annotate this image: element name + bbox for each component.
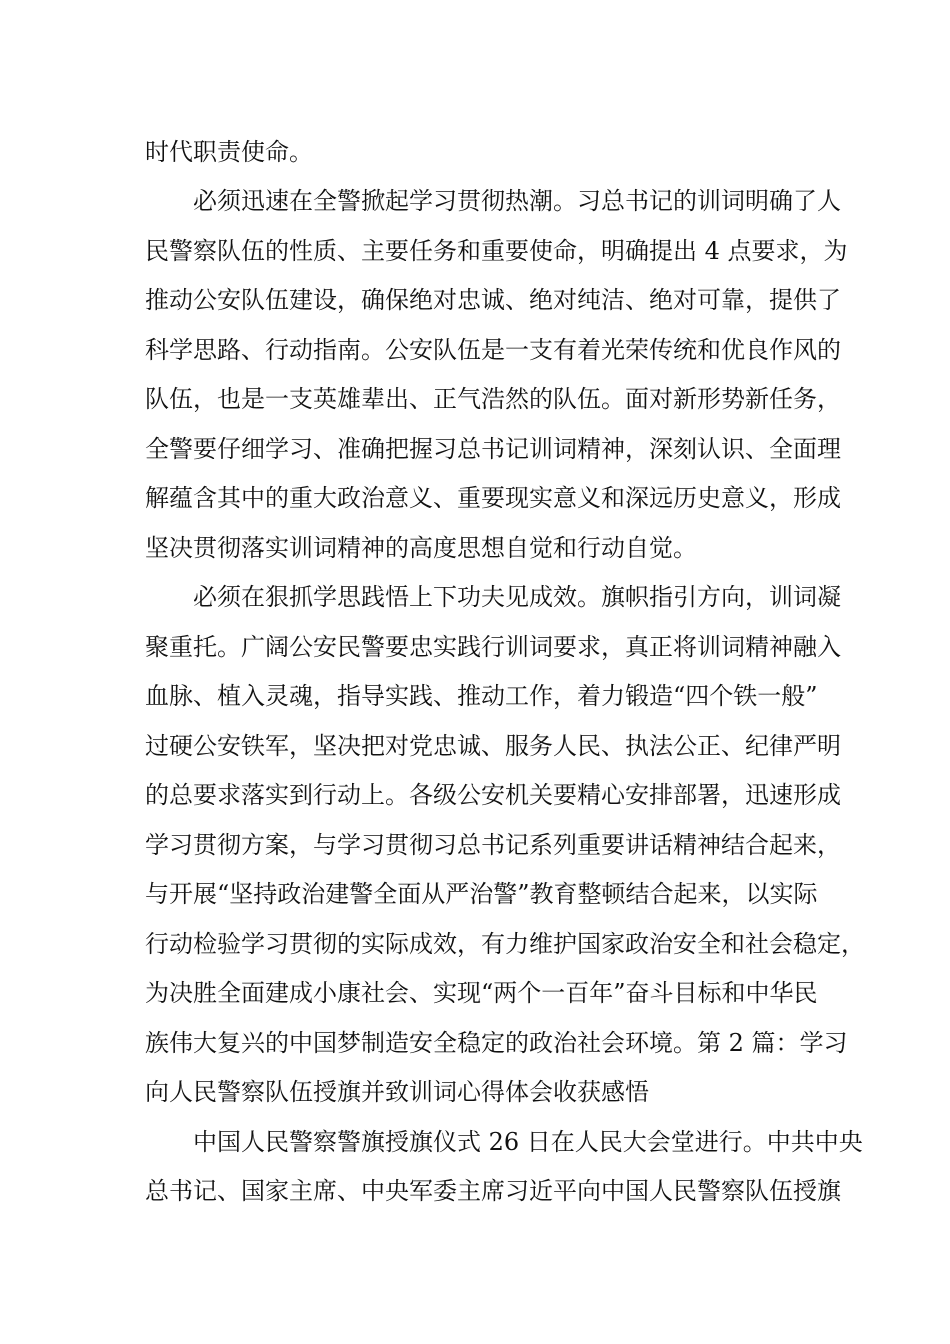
text-line: 时代职责使命。	[145, 138, 313, 166]
text-line: 民警察队伍的性质、主要任务和重要使命，明确提出 4 点要求，为	[145, 237, 848, 265]
text-line: 向人民警察队伍授旗并致训词心得体会收获感悟	[145, 1078, 649, 1106]
paragraph-start-line: 中国人民警察警旗授旗仪式 26 日在人民大会堂进行。中共中央	[193, 1128, 863, 1156]
text-line: 聚重托。广阔公安民警要忠实践行训词要求，真正将训词精神融入	[145, 633, 841, 661]
text-line: 坚决贯彻落实训词精神的高度思想自觉和行动自觉。	[145, 534, 697, 562]
text-line: 总书记、国家主席、中央军委主席习近平向中国人民警察队伍授旗	[145, 1177, 841, 1205]
text-line: 科学思路、行动指南。公安队伍是一支有着光荣传统和优良作风的	[145, 336, 841, 364]
text-line: 族伟大复兴的中国梦制造安全稳定的政治社会环境。第 2 篇：学习	[145, 1029, 848, 1057]
text-line: 血脉、植入灵魂，指导实践、推动工作，着力锻造“四个铁一般”	[145, 682, 818, 710]
text-line: 行动检验学习贯彻的实际成效，有力维护国家政治安全和社会稳定，	[145, 930, 865, 958]
text-line: 全警要仔细学习、准确把握习总书记训词精神，深刻认识、全面理	[145, 435, 841, 463]
paragraph-start-line: 必须迅速在全警掀起学习贯彻热潮。习总书记的训词明确了人	[193, 187, 841, 215]
text-line: 的总要求落实到行动上。各级公安机关要精心安排部署，迅速形成	[145, 781, 841, 809]
text-line: 推动公安队伍建设，确保绝对忠诚、绝对纯洁、绝对可靠，提供了	[145, 286, 841, 314]
text-line: 学习贯彻方案，与学习贯彻习总书记系列重要讲话精神结合起来，	[145, 831, 841, 859]
text-line: 队伍，也是一支英雄辈出、正气浩然的队伍。面对新形势新任务，	[145, 385, 841, 413]
text-line: 过硬公安铁军，坚决把对党忠诚、服务人民、执法公正、纪律严明	[145, 732, 841, 760]
text-line: 解蕴含其中的重大政治意义、重要现实意义和深远历史意义，形成	[145, 484, 841, 512]
paragraph-start-line: 必须在狠抓学思践悟上下功夫见成效。旗帜指引方向，训词凝	[193, 583, 841, 611]
text-line: 为决胜全面建成小康社会、实现“两个一百年”奋斗目标和中华民	[145, 979, 818, 1007]
text-line: 与开展“坚持政治建警全面从严治警”教育整顿结合起来，以实际	[145, 880, 818, 908]
